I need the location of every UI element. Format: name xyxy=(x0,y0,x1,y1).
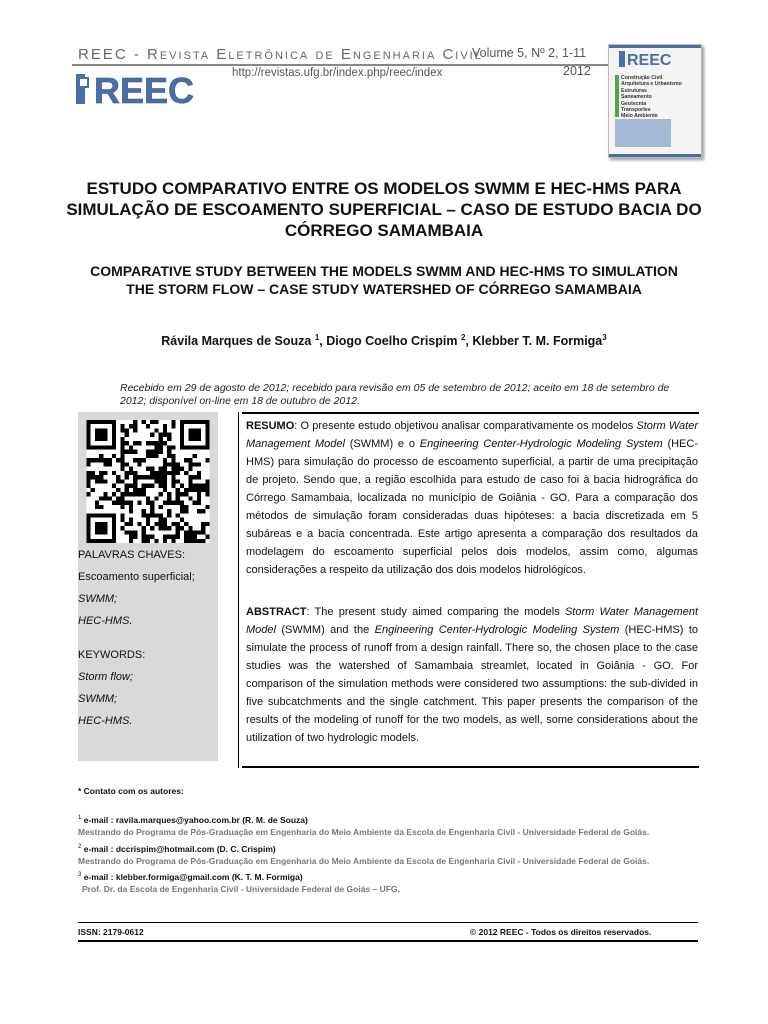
header-rule xyxy=(72,64,612,66)
title-english: COMPARATIVE STUDY BETWEEN THE MODELS SWMM AND HEC-HMS TO SIMULATION THE STORM FLOW – CASE STUDY WATERSHED OF CÓRREGO SAMAMBAIA xyxy=(90,263,678,297)
author-sup: 1 xyxy=(314,333,320,342)
logo-text: REEC xyxy=(94,70,195,108)
author-note-3: $^3$ e-mail : klebber.formiga@gmail.com (K. T. M. Formiga) Prof. Dr. da Escola de Engenharia Civil - Universidade Federal de Goiás – UFG. xyxy=(78,871,400,894)
cover-bottom-bar xyxy=(609,154,701,157)
qr-code[interactable] xyxy=(84,420,212,543)
author-name: Klebber T. M. Formiga xyxy=(472,334,603,349)
svg-text:REEC: REEC xyxy=(627,52,672,69)
cover-green-strip xyxy=(615,75,619,117)
journal-cover xyxy=(608,44,702,158)
journal-url[interactable]: http://revistas.ufg.br/index.php/reec/index xyxy=(232,67,443,79)
footer-bottom-rule xyxy=(78,940,698,942)
author-note-1: $^1$ e-mail : ravila.marques@yahoo.com.br (R. M. de Souza) Mestrando do Programa de Pós-Graduação em Engenharia do Meio Ambiente da Escola de Engenharia Civil - Universidade Federal de Goiás. xyxy=(78,814,650,837)
keyword-item: SWMM; xyxy=(78,693,118,705)
reec-logo xyxy=(76,70,224,108)
year: 2012 xyxy=(563,64,591,78)
resumo-label: RESUMO xyxy=(246,420,295,432)
copyright: © 2012 REEC - Todos os direitos reservados. xyxy=(470,927,652,937)
email-1: e-mail : ravila.marques@yahoo.com.br (R. M. de Souza) xyxy=(83,814,308,825)
keywords-label: KEYWORDS xyxy=(78,649,143,661)
palavra-item: SWMM; xyxy=(78,593,118,605)
contact-heading: * Contato com os autores: xyxy=(78,786,184,796)
palavra-item: HEC-HMS. xyxy=(78,615,133,627)
cover-topics: Construção Civil Arquitetura e Urbanismo Estruturas Saneamento Geotecnia Transportes Meio Ambiente xyxy=(621,75,682,120)
title-portuguese: ESTUDO COMPARATIVO ENTRE OS MODELOS SWMM E HEC-HMS PARA SIMULAÇÃO DE ESCOAMENTO SUPERFICIAL – CASO DE ESTUDO BACIA DO CÓRREGO SAMAMBAIA xyxy=(66,179,702,240)
keyword-item: Storm flow; xyxy=(78,671,134,683)
cover-logo xyxy=(619,49,689,71)
email-3: e-mail : klebber.formiga@gmail.com (K. T. M. Formiga) xyxy=(83,871,303,882)
palavras-label: PALAVRAS CHAVES xyxy=(78,549,182,561)
palavra-item: Escoamento superficial; xyxy=(78,571,195,583)
abstract-label: ABSTRACT xyxy=(246,606,307,618)
volume-info: Volume 5, Nº 2, 1-11 xyxy=(472,46,587,60)
abstract-top-rule xyxy=(242,412,699,414)
author-sup: 2 xyxy=(460,333,466,342)
journal-name: REEC - Revista Eletrônica de Engenharia Civil xyxy=(78,46,483,63)
received-dates: Recebido em 29 de agosto de 2012; recebido para revisão em 05 de setembro de 2012; aceito em 18 de setembro de 2012; disponível on-line em 18 de outubro de 2012. xyxy=(120,382,670,407)
abstract-bottom-rule xyxy=(242,766,699,768)
keywords-block: PALAVRAS CHAVES: Escoamento superficial; SWMM; HEC-HMS. KEYWORDS: Storm flow; SWMM; HEC-HMS. xyxy=(78,544,216,732)
author-name: Rávila Marques de Souza xyxy=(161,334,312,349)
cover-blue-block xyxy=(615,119,671,147)
footer-top-rule xyxy=(78,922,698,923)
cover-top-bar xyxy=(609,45,701,48)
authors-line: Rávila Marques de Souza $^1$, Diogo Coelho Crispim $^2$, Klebber T. M. Formiga$^3$ xyxy=(161,333,607,349)
abstract-paragraph: ABSTRACT: The present study aimed comparing the models Storm Water Management Model (SWMM) and the Engineering Center-Hydrologic Modeling System (HEC-HMS) to simulate the process of runoff from a design rainfall. There so, the chosen place to the case studies was the watershed of Samambaia streamlet, located in Goiânia - GO. For comparison of the simulation methods were considered two assumptions: the sub-divided in five subcatchments and the single catchment. This paper presents the comparison of the results of the modeling of runoff for the two models, as well, some considerations about the utilization of two hydrologic models. xyxy=(246,606,699,744)
column-divider xyxy=(238,412,239,768)
resumo-paragraph: RESUMO: O presente estudo objetivou analisar comparativamente os modelos Storm Water Management Model (SWMM) e o Engineering Center-Hydrologic Modeling System (HEC-HMS) para simulação do processo de escoamento superficial, a partir de uma precipitação de projeto. Sendo que, a região escolhida para estudo de caso foi à bacia hidrográfica do Córrego Samambaia, localizada no município de Goiânia - GO. Para a comparação dos métodos de simulação foram consideradas duas hipóteses: a bacia discretizada em 5 subáreas e a bacia concentrada. Este artigo apresenta a comparação dos resultados da modelagem do escoamento superficial pelos dois modelos, assim como, algumas considerações a respeito da utilização dos dois modelos hidrológicos. xyxy=(246,420,698,576)
email-2: e-mail : dccrispim@hotmail.com (D. C. Crispim) xyxy=(83,843,276,854)
author-note-2: $^2$ e-mail : dccrispim@hotmail.com (D. C. Crispim) Mestrando do Programa de Pós-Graduação em Engenharia do Meio Ambiente da Escola de Engenharia Civil - Universidade Federal de Goiás. xyxy=(78,843,650,866)
issn: ISSN: 2179-0612 xyxy=(78,927,144,937)
keyword-item: HEC-HMS. xyxy=(78,715,133,727)
author-sup: 3 xyxy=(602,333,607,342)
author-name: Diogo Coelho Crispim xyxy=(326,334,458,349)
